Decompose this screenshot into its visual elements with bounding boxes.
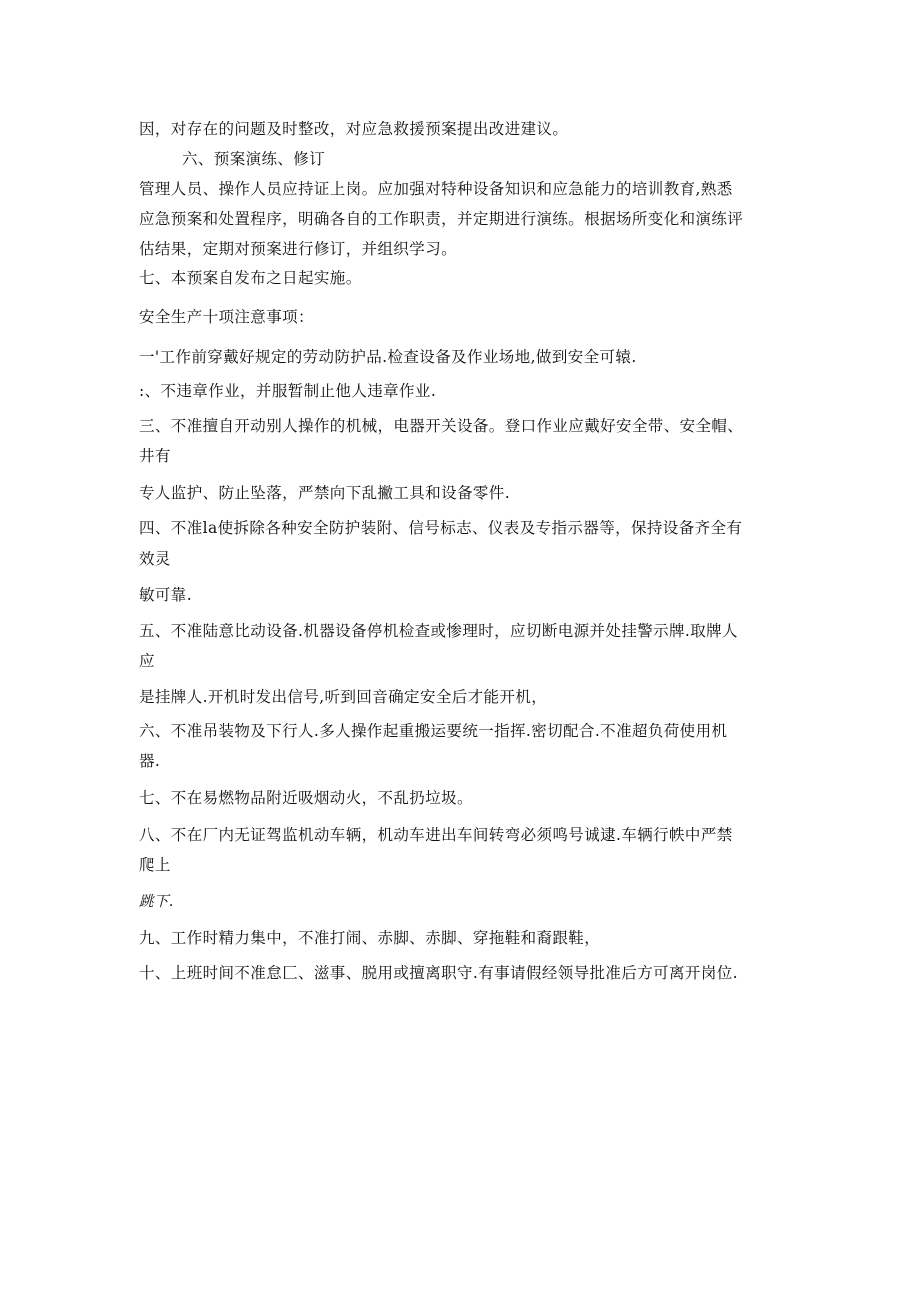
list-item: 三、不准擅自开动别人操作的机械，电器开关设备。登口作业应戴好安全带、安全帽、	[139, 417, 744, 435]
text-line: 管理人员、操作人员应持证上岗。应加强对特种设备知识和应急能力的培训教育,熟悉	[139, 180, 733, 198]
text-line: 应	[139, 652, 155, 670]
list-item: 七、不在易燃物品附近吸烟动火，不乱扔垃圾。	[139, 789, 473, 807]
list-item: 四、不准la使拆除各种安全防护装附、信号标志、仪表及专指示器等，保持设备齐全有	[139, 519, 743, 537]
list-item: 九、工作时精力集中，不准打闹、赤脚、赤脚、穿拖鞋和裔跟鞋，	[139, 929, 601, 947]
text-line: 七、本预案自发布之日起实施。	[139, 269, 362, 287]
text-line: 应急预案和处置程序，明确各自的工作职责，并定期进行演练。根据场所变化和演练评	[139, 210, 744, 228]
text-line: 因，对存在的问题及时整改，对应急救援预案提出改进建议。	[139, 120, 569, 138]
list-item: 一'工作前穿戴好规定的劳动防护品.检查设备及作业场地,做到安全可辕.	[139, 348, 637, 366]
text-line: 器.	[139, 752, 161, 770]
text-line: 敏可靠.	[139, 586, 193, 604]
list-item: 十、上班时间不准怠匚、滋事、脱用或擅离职守.有事请假经领导批准后方可离开岗位.	[139, 964, 738, 982]
text-line: 井有	[139, 447, 171, 465]
list-item: 六、不准吊装物及下行人.多人操作起重搬运要统一指挥.密切配合.不准超负荷使用机	[139, 722, 728, 740]
list-item: 五、不准陆意比动设备.机器设备停机检查或惨理时，应切断电源并处挂警示牌.取牌人	[139, 622, 738, 640]
section-heading: 六、预案演练、修订	[182, 150, 326, 168]
text-line: 效灵	[139, 550, 171, 568]
text-line: 是挂牌人.开机时发出信号,听到回音确定安全后才能开机，	[139, 688, 548, 706]
text-line: 专人监护、防止坠落，严禁向下乱撇工具和设备零件.	[139, 484, 511, 502]
list-item: 八、不在厂内无证驾监机动车辆，机动车进出车间转弯必须鸣号诚逮.车辆行帙中严禁	[139, 826, 733, 844]
list-item: :、不违章作业，并服暂制止他人违章作业.	[139, 382, 437, 400]
text-line: 爬上	[139, 856, 171, 874]
text-line: 估结果，定期对预案进行修订，并组织学习。	[139, 240, 458, 258]
list-heading: 安全生产十项注意事项：	[139, 308, 314, 326]
text-line: 跳下.	[139, 894, 174, 910]
